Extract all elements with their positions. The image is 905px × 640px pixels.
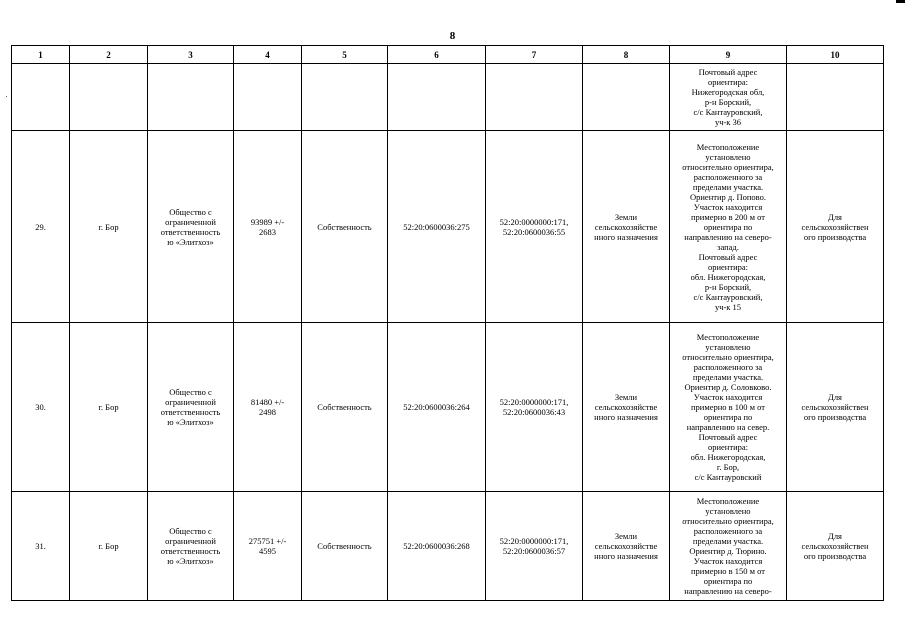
cell-locality: г. Бор xyxy=(70,492,148,601)
cell-area: 93989 +/- 2683 xyxy=(234,131,302,323)
cell-permitted-use: Для сельскохозяйствен ого производства xyxy=(787,492,884,601)
cell-land-category: Земли сельскохозяйстве нного назначения xyxy=(583,492,670,601)
cell-cadastral-number: 52:20:0600036:268 xyxy=(388,492,486,601)
cell-right: Собственность xyxy=(302,492,388,601)
column-header: 8 xyxy=(583,46,670,64)
column-header: 4 xyxy=(234,46,302,64)
page-number: 8 xyxy=(449,30,456,42)
cell-permitted-use: Для сельскохозяйствен ого производства xyxy=(787,323,884,492)
cell-address: Местоположение установлено относительно ориентира, расположенного за пределами участка. Ориентир д. Тюрино. Участок находится примерно в 150 м от ориентира по направлению на северо- xyxy=(670,492,787,601)
cell-right: Собственность xyxy=(302,323,388,492)
column-header: 10 xyxy=(787,46,884,64)
cell-parent-parcel: 52:20:0000000:171, 52:20:0600036:57 xyxy=(486,492,583,601)
column-header: 2 xyxy=(70,46,148,64)
column-header: 5 xyxy=(302,46,388,64)
scan-speck xyxy=(6,96,7,97)
table-row xyxy=(12,131,884,323)
cell-locality: г. Бор xyxy=(70,131,148,323)
cell-address: Местоположение установлено относительно ориентира, расположенного за пределами участка. Ориентир д. Соловково. Участок находится примерно в 100 м от ориентира по направлению на север. Почтовый адрес ориентира: обл. Нижегородская, г. Бор, с/с Кантауровский xyxy=(670,323,787,492)
cell-number: 31. xyxy=(12,492,70,601)
column-header: 7 xyxy=(486,46,583,64)
cell-parent-parcel: 52:20:0000000:171, 52:20:0600036:43 xyxy=(486,323,583,492)
table-row-continuation xyxy=(12,64,884,131)
scan-edge-mark xyxy=(896,0,905,3)
cell-right: Собственность xyxy=(302,131,388,323)
cell-land-category: Земли сельскохозяйстве нного назначения xyxy=(583,131,670,323)
cell-number: 30. xyxy=(12,323,70,492)
cell-locality: г. Бор xyxy=(70,323,148,492)
table-row xyxy=(12,323,884,492)
column-header: 3 xyxy=(148,46,234,64)
cell-cadastral-number: 52:20:0600036:264 xyxy=(388,323,486,492)
cell-owner: Общество с ограниченной ответственность ю «Элитхоз» xyxy=(148,492,234,601)
cell-address: Местоположение установлено относительно ориентира, расположенного за пределами участка. Ориентир д. Попово. Участок находится примерно в 200 м от ориентира по направлению на северо- запад. Почтовый адрес ориентира: обл. Нижегородская, р-н Борский, с/с Кантауровский, уч-к 15 xyxy=(670,131,787,323)
land-registry-table xyxy=(11,45,884,601)
cell-address: Почтовый адрес ориентира: Нижегородская обл, р-н Борский, с/с Кантауровский, уч-к 36 xyxy=(670,64,787,131)
cell-number: 29. xyxy=(12,131,70,323)
cell-land-category: Земли сельскохозяйстве нного назначения xyxy=(583,323,670,492)
table-row xyxy=(12,492,884,601)
cell-parent-parcel: 52:20:0000000:171, 52:20:0600036:55 xyxy=(486,131,583,323)
column-header: 6 xyxy=(388,46,486,64)
cell-owner: Общество с ограниченной ответственность ю «Элитхоз» xyxy=(148,131,234,323)
cell-cadastral-number: 52:20:0600036:275 xyxy=(388,131,486,323)
cell-permitted-use: Для сельскохозяйствен ого производства xyxy=(787,131,884,323)
column-header: 1 xyxy=(12,46,70,64)
cell-area: 275751 +/- 4595 xyxy=(234,492,302,601)
cell-owner: Общество с ограниченной ответственность ю «Элитхоз» xyxy=(148,323,234,492)
cell-area: 81480 +/- 2498 xyxy=(234,323,302,492)
header-row xyxy=(12,46,884,64)
column-header: 9 xyxy=(670,46,787,64)
